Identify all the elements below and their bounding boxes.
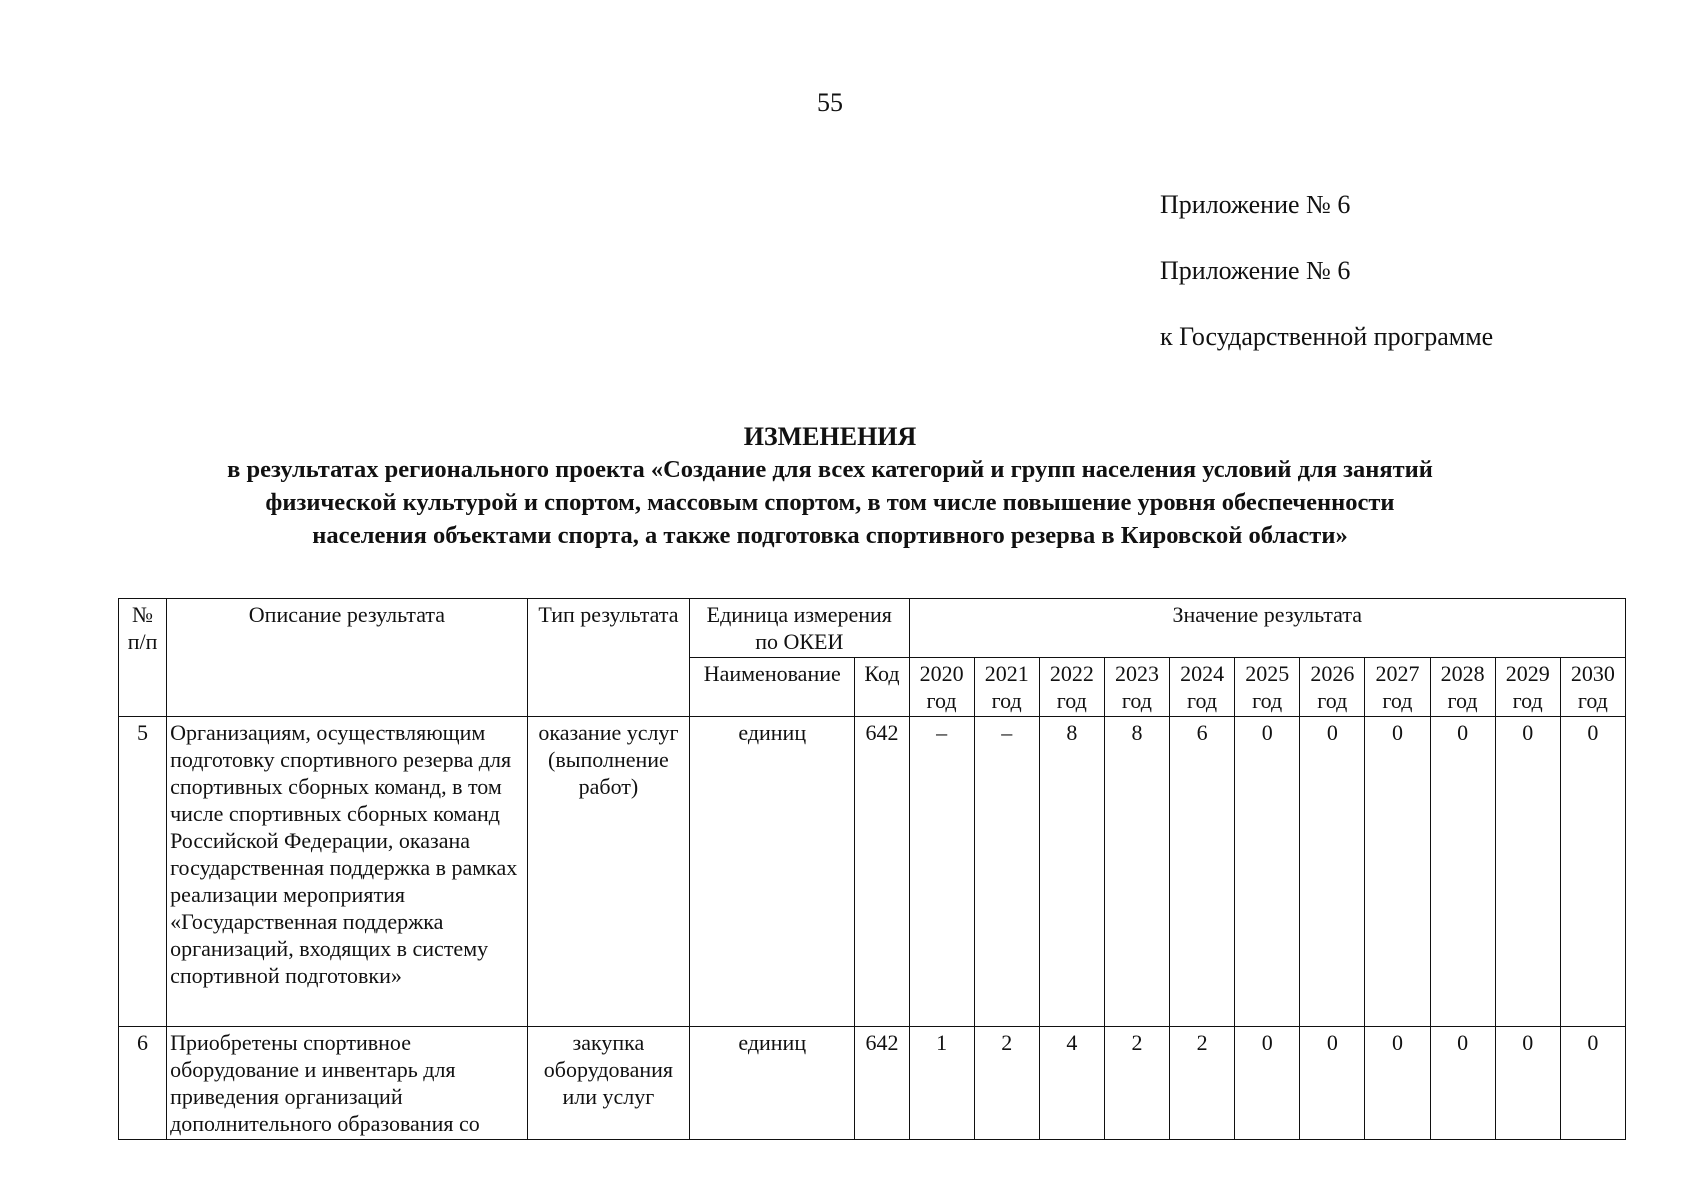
header-year: 2026 год [1300,658,1365,717]
header-year: 2025 год [1235,658,1300,717]
document-heading [0,420,1660,552]
row-value: 0 [1560,717,1625,1027]
header-year: 2024 год [1170,658,1235,717]
heading-title: ИЗМЕНЕНИЯ [743,422,917,451]
header-year: 2027 год [1365,658,1430,717]
row-value: – [974,717,1039,1027]
row-value: 0 [1300,717,1365,1027]
heading-subtitle-3: населения объектами спорта, а также подготовка спортивного резерва в Кировской области» [312,522,1348,549]
header-values: Значение результата [909,599,1626,658]
row-value: 2 [1104,1027,1169,1140]
row-value: 0 [1365,717,1430,1027]
row-value: 0 [1560,1027,1625,1140]
row-value: 2 [974,1027,1039,1140]
appendix-line-1: Приложение № 6 [1160,190,1351,219]
row-value: 0 [1235,1027,1300,1140]
results-table [118,598,1626,1140]
row-value: 8 [1039,717,1104,1027]
header-year: 2021 год [974,658,1039,717]
table-row [119,717,1626,1027]
row-value: 0 [1495,717,1560,1027]
page-number: 55 [817,88,843,117]
row-unit-name: единиц [690,1027,855,1140]
row-value: 8 [1104,717,1169,1027]
row-value: 2 [1170,1027,1235,1140]
appendix-line-3: к Государственной программе [1160,322,1494,351]
row-description: Приобретены спортивное оборудование и инвентарь для приведения организаций дополнительного образования со [167,1027,528,1140]
header-year: 2030 год [1560,658,1625,717]
heading-subtitle-2: физической культурой и спортом, массовым спортом, в том числе повышение уровня обеспеченности [265,489,1395,516]
row-value: 0 [1365,1027,1430,1140]
row-value: 6 [1170,717,1235,1027]
appendix-line-2: Приложение № 6 [1160,256,1351,285]
row-value: 1 [909,1027,974,1140]
header-year: 2028 год [1430,658,1495,717]
header-description: Описание результата [167,599,528,717]
row-unit-code: 642 [855,1027,909,1140]
header-year: 2022 год [1039,658,1104,717]
row-unit-name: единиц [690,717,855,1027]
row-type: оказание услуг (выполнение работ) [527,717,689,1027]
row-num: 6 [119,1027,167,1140]
header-unit: Единица измерения по ОКЕИ [690,599,909,658]
row-unit-code: 642 [855,717,909,1027]
row-value: 0 [1300,1027,1365,1140]
table-row [119,1027,1626,1140]
header-unit-code: Код [855,658,909,717]
heading-subtitle-1: в результатах регионального проекта «Создание для всех категорий и групп населения условий для занятий [227,456,1433,483]
row-value: – [909,717,974,1027]
header-year: 2029 год [1495,658,1560,717]
header-year: 2023 год [1104,658,1169,717]
row-description: Организациям, осуществляющим подготовку спортивного резерва для спортивных сборных команд, в том числе спортивных сборных команд Российской Федерации, оказана государственная поддержка в рамках реализации мероприятия «Государственная поддержка организаций, входящих в систему спортивной подготовки» [167,717,528,1027]
row-value: 0 [1235,717,1300,1027]
row-value: 0 [1430,717,1495,1027]
header-unit-name: Наименование [690,658,855,717]
row-value: 0 [1430,1027,1495,1140]
header-type: Тип результата [527,599,689,717]
row-value: 0 [1495,1027,1560,1140]
header-num: № п/п [119,599,167,717]
row-value: 4 [1039,1027,1104,1140]
header-row-1 [119,599,1626,658]
header-year: 2020 год [909,658,974,717]
row-num: 5 [119,717,167,1027]
row-type: закупка оборудования или услуг [527,1027,689,1140]
